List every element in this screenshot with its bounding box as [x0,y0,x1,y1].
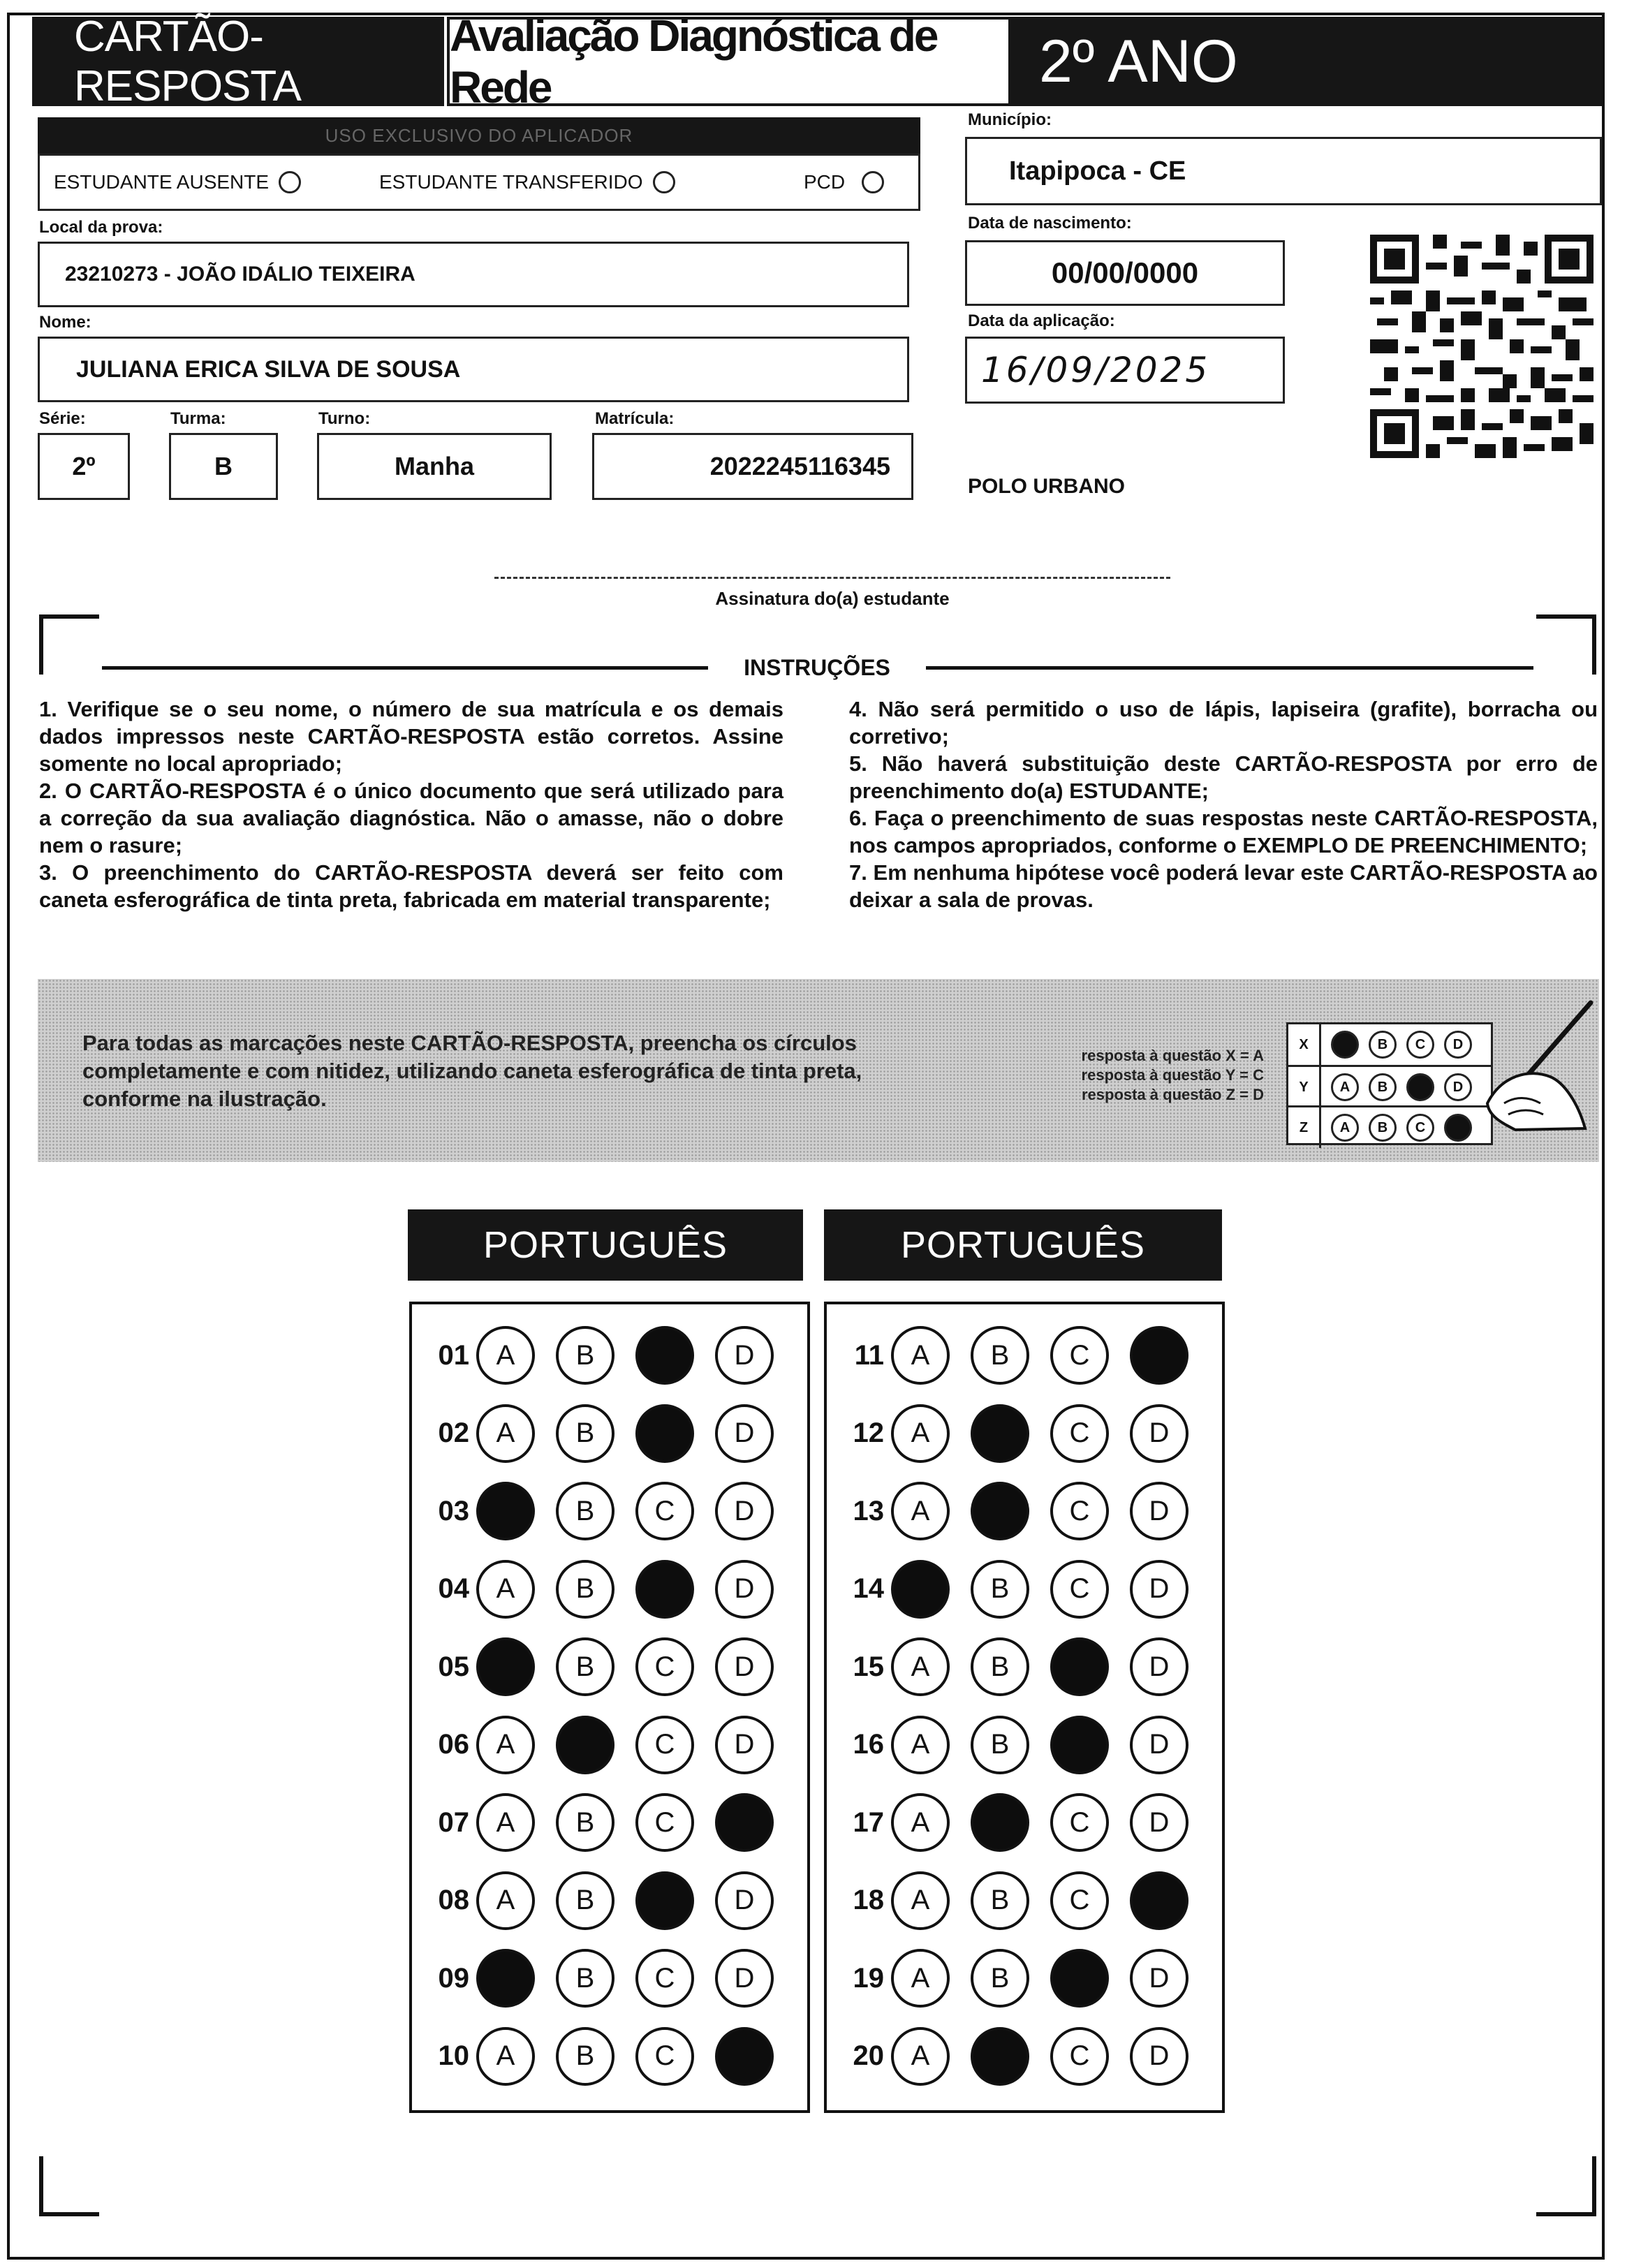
pcd-option[interactable] [804,171,884,193]
aplicacao-label: Data da aplicação: [968,311,1115,330]
answer-bubble-d[interactable]: D [715,1716,774,1774]
corner-mark-top-left [39,614,99,675]
question-row [412,1869,807,1932]
answer-bubble-d[interactable]: D [1130,2027,1188,2086]
instruction-item: 6. Faça o preenchimento de suas respostas neste CARTÃO-RESPOSTA, nos campos apropriados, conforme o EXEMPLO DE PREENCHIMENTO; [849,806,1598,857]
example-row-label: Y [1288,1067,1321,1107]
answer-bubble-d[interactable] [715,2027,774,2086]
example-bubble [1444,1114,1472,1142]
example-key: resposta à questão Y = C [1081,1066,1264,1084]
question-number: 10 [438,2040,469,2071]
answer-bubble-a[interactable]: A [476,1793,535,1852]
corner-mark-bottom-left [39,2156,99,2216]
example-bubble [1406,1073,1434,1101]
answer-bubble-b[interactable] [971,1793,1029,1852]
answer-bubble-a[interactable]: A [891,2027,950,2086]
question-number: 01 [438,1339,469,1371]
answer-bubble-b[interactable]: B [556,1871,614,1930]
answer-bubble-a[interactable]: A [891,1716,950,1774]
question-row [412,1947,807,2010]
question-number: 17 [853,1806,884,1838]
question-number: 12 [853,1418,884,1448]
question-row [412,2025,807,2088]
answer-bubble-a[interactable] [891,1560,950,1619]
answer-bubble-d[interactable]: D [1130,1482,1188,1540]
question-number: 14 [853,1573,884,1604]
answer-bubble-c[interactable]: C [635,1637,694,1696]
question-row [412,1714,807,1776]
answer-bubble-b[interactable]: B [556,1637,614,1696]
example-bubble: B [1369,1114,1397,1142]
answer-bubble-a[interactable]: A [891,1793,950,1852]
answer-bubble-a[interactable]: A [891,1871,950,1930]
example-bubble: B [1369,1073,1397,1101]
example-keys [1033,1046,1264,1105]
answer-bubble-d[interactable]: D [1130,1637,1188,1696]
signature-label: Assinatura do(a) estudante [715,588,950,609]
example-row [1288,1105,1491,1148]
answer-bubble-c[interactable]: C [635,1793,694,1852]
answer-bubble-a[interactable]: A [891,1637,950,1696]
answer-bubble-d[interactable]: D [1130,1793,1188,1852]
answer-bubble-a[interactable] [476,1949,535,2008]
answer-bubble-d[interactable]: D [715,1871,774,1930]
transferred-bubble[interactable] [653,171,675,193]
answer-bubble-b[interactable]: B [971,1637,1029,1696]
question-row [827,1402,1222,1465]
answer-bubble-c[interactable] [635,1871,694,1930]
question-row [827,1480,1222,1542]
question-row [827,1791,1222,1854]
answer-bubble-c[interactable] [635,1326,694,1385]
question-number: 11 [854,1339,884,1371]
answer-bubble-c[interactable]: C [1050,1482,1109,1540]
answer-bubble-a[interactable]: A [476,1871,535,1930]
question-row [412,1635,807,1698]
question-number: 08 [438,1885,469,1915]
answer-bubble-b[interactable]: B [971,1871,1029,1930]
example-text: Para todas as marcações neste CARTÃO-RESPOSTA, preencha os círculos completamente e com nitidez, utilizando caneta esferográfica de tinta preta, conforme na ilustração. [82,1031,862,1111]
answer-bubble-b[interactable]: B [971,1326,1029,1385]
answer-bubble-a[interactable]: A [476,2027,535,2086]
local-label: Local da prova: [39,218,163,237]
matricula-field: 2022245116345 [592,433,913,500]
answer-bubble-a[interactable]: A [476,1716,535,1774]
section-header-portugues-2: PORTUGUÊS [824,1209,1222,1281]
answer-grid-1 [409,1302,810,2113]
answer-bubble-c[interactable] [635,1560,694,1619]
answer-bubble-c[interactable] [1050,1716,1109,1774]
nascimento-field: 00/00/0000 [965,240,1285,306]
answer-bubble-b[interactable]: B [556,1404,614,1463]
example-bubble: D [1444,1031,1472,1059]
instruction-item: 3. O preenchimento do CARTÃO-RESPOSTA deverá ser feito com caneta esferográfica de tinta preta, fabricada em material transparente; [39,860,783,912]
answer-bubble-b[interactable]: B [556,1326,614,1385]
answer-bubble-c[interactable]: C [635,2027,694,2086]
answer-bubble-b[interactable]: B [971,1949,1029,2008]
answer-bubble-d[interactable]: D [1130,1404,1188,1463]
absent-label: ESTUDANTE AUSENTE [54,171,270,193]
example-bubble: D [1444,1073,1472,1101]
answer-bubble-a[interactable]: A [891,1404,950,1463]
applicator-bar: USO EXCLUSIVO DO APLICADOR [38,117,920,154]
question-number: 18 [853,1885,884,1915]
question-row [412,1791,807,1854]
matricula-label: Matrícula: [595,409,675,428]
question-number: 15 [853,1651,884,1682]
example-bubble: C [1406,1031,1434,1059]
question-row [827,1324,1222,1387]
exam-title: Avaliação Diagnóstica de Rede [447,17,1011,106]
question-number: 20 [853,2040,884,2071]
instructions-left-column [39,695,783,913]
answer-bubble-c[interactable]: C [1050,1404,1109,1463]
question-row [827,1714,1222,1776]
answer-bubble-b[interactable] [971,2027,1029,2086]
answer-bubble-d[interactable] [1130,1871,1188,1930]
answer-bubble-d[interactable]: D [715,1326,774,1385]
answer-bubble-b[interactable]: B [556,1482,614,1540]
answer-bubble-c[interactable]: C [1050,2027,1109,2086]
question-number: 02 [438,1418,469,1448]
question-row [827,1635,1222,1698]
answer-bubble-a[interactable]: A [891,1482,950,1540]
instruction-item: 7. Em nenhuma hipótese você poderá levar este CARTÃO-RESPOSTA ao deixar a sala de provas. [849,860,1598,912]
signature-line[interactable] [494,577,1170,579]
example-bubble: C [1406,1114,1434,1142]
answer-bubble-b[interactable]: B [971,1560,1029,1619]
answer-bubble-b[interactable]: B [556,1793,614,1852]
instructions-right-column [849,695,1598,913]
question-number: 04 [438,1573,469,1604]
question-number: 06 [438,1729,469,1760]
answer-bubble-d[interactable]: D [1130,1716,1188,1774]
example-key: resposta à questão Z = D [1081,1086,1264,1103]
turma-label: Turma: [170,409,226,428]
answer-bubble-d[interactable]: D [1130,1560,1188,1619]
example-bubble: A [1331,1114,1359,1142]
answer-bubble-d[interactable]: D [715,1482,774,1540]
instructions-rule-left [102,666,708,670]
answer-bubble-b[interactable]: B [556,1949,614,2008]
absent-option[interactable] [54,171,301,193]
turno-label: Turno: [318,409,371,428]
instructions-rule-right [926,666,1533,670]
instruction-item: 1. Verifique se o seu nome, o número de sua matrícula e os demais dados impressos neste CARTÃO-RESPOSTA estão corretos. Assine somente no local apropriado; [39,697,783,776]
example-bubble: B [1369,1031,1397,1059]
example-row-label: Z [1288,1107,1321,1148]
transferred-option[interactable] [379,171,675,193]
example-key: resposta à questão X = A [1081,1047,1264,1064]
pcd-bubble[interactable] [862,171,884,193]
example-row [1288,1024,1491,1065]
instructions-title: INSTRUÇÕES [744,655,890,680]
local-field: 23210273 - JOÃO IDÁLIO TEIXEIRA [38,242,909,307]
question-number: 05 [438,1651,469,1682]
answer-bubble-b[interactable]: B [556,2027,614,2086]
answer-bubble-c[interactable] [1050,1637,1109,1696]
serie-label: Série: [39,409,86,428]
answer-bubble-c[interactable]: C [1050,1560,1109,1619]
turno-field: Manha [317,433,552,500]
answer-bubble-d[interactable] [1130,1326,1188,1385]
question-number: 09 [438,1962,469,1994]
answer-bubble-b[interactable]: B [971,1716,1029,1774]
answer-bubble-d[interactable]: D [715,1560,774,1619]
question-row [827,1869,1222,1932]
turma-field: B [169,433,278,500]
question-row [412,1324,807,1387]
answer-bubble-c[interactable] [635,1404,694,1463]
answer-bubble-c[interactable]: C [635,1949,694,2008]
question-row [827,2025,1222,2088]
question-number: 16 [853,1729,884,1760]
answer-bubble-a[interactable] [476,1637,535,1696]
answer-bubble-b[interactable] [971,1404,1029,1463]
question-number: 19 [853,1962,884,1994]
serie-field: 2º [38,433,130,500]
corner-mark-bottom-right [1536,2156,1596,2216]
answer-bubble-c[interactable]: C [1050,1326,1109,1385]
nascimento-label: Data de nascimento: [968,214,1132,233]
answer-bubble-c[interactable]: C [1050,1793,1109,1852]
answer-bubble-a[interactable] [476,1482,535,1540]
example-bubble [1331,1031,1359,1059]
instruction-item: 5. Não haverá substituição deste CARTÃO-RESPOSTA por erro de preenchimento do(a) ESTUDANTE; [849,751,1598,803]
example-grid [1286,1022,1493,1145]
hand-pen-icon [1473,999,1596,1131]
qr-code [1370,235,1593,458]
applicator-box [38,154,920,211]
answer-bubble-b[interactable]: B [556,1560,614,1619]
question-number: 03 [438,1495,469,1526]
card-label: CARTÃO-RESPOSTA [32,17,444,106]
answer-bubble-d[interactable]: D [715,1637,774,1696]
answer-bubble-c[interactable] [1050,1949,1109,2008]
question-number: 13 [853,1495,884,1526]
pcd-label: PCD [804,171,846,193]
answer-bubble-c[interactable]: C [1050,1871,1109,1930]
polo-label: POLO URBANO [968,475,1125,498]
answer-bubble-a[interactable]: A [891,1949,950,2008]
answer-bubble-a[interactable]: A [891,1326,950,1385]
absent-bubble[interactable] [279,171,301,193]
transferred-label: ESTUDANTE TRANSFERIDO [379,171,643,193]
municipio-field: Itapipoca - CE [965,137,1602,205]
answer-bubble-a[interactable]: A [476,1404,535,1463]
question-row [827,1947,1222,2010]
answer-bubble-c[interactable]: C [635,1716,694,1774]
question-row [827,1558,1222,1621]
grade-badge: 2º ANO [1011,17,1602,106]
name-label: Nome: [39,313,91,332]
answer-bubble-d[interactable]: D [715,1404,774,1463]
question-row [412,1558,807,1621]
municipio-label: Município: [968,110,1052,129]
question-number: 07 [438,1806,469,1838]
section-header-portugues-1: PORTUGUÊS [408,1209,803,1281]
corner-mark-top-right [1536,614,1596,675]
answer-bubble-d[interactable]: D [1130,1949,1188,2008]
example-bubble: A [1331,1073,1359,1101]
instruction-item: 2. O CARTÃO-RESPOSTA é o único documento que será utilizado para a correção da sua avaliação diagnóstica. Não o amasse, não o dobre nem o rasure; [39,779,783,857]
example-row-label: X [1288,1024,1321,1065]
instruction-item: 4. Não será permitido o uso de lápis, lapiseira (grafite), borracha ou corretivo; [849,697,1598,749]
aplicacao-field: 16/09/2025 [965,337,1285,404]
answer-grid-2 [824,1302,1225,2113]
answer-bubble-b[interactable] [971,1482,1029,1540]
answer-bubble-d[interactable]: D [715,1949,774,2008]
example-row [1288,1065,1491,1107]
answer-bubble-d[interactable] [715,1793,774,1852]
answer-bubble-a[interactable]: A [476,1326,535,1385]
answer-bubble-b[interactable] [556,1716,614,1774]
question-row [412,1480,807,1542]
answer-bubble-c[interactable]: C [635,1482,694,1540]
name-field: JULIANA ERICA SILVA DE SOUSA [38,337,909,402]
question-row [412,1402,807,1465]
answer-bubble-a[interactable]: A [476,1560,535,1619]
